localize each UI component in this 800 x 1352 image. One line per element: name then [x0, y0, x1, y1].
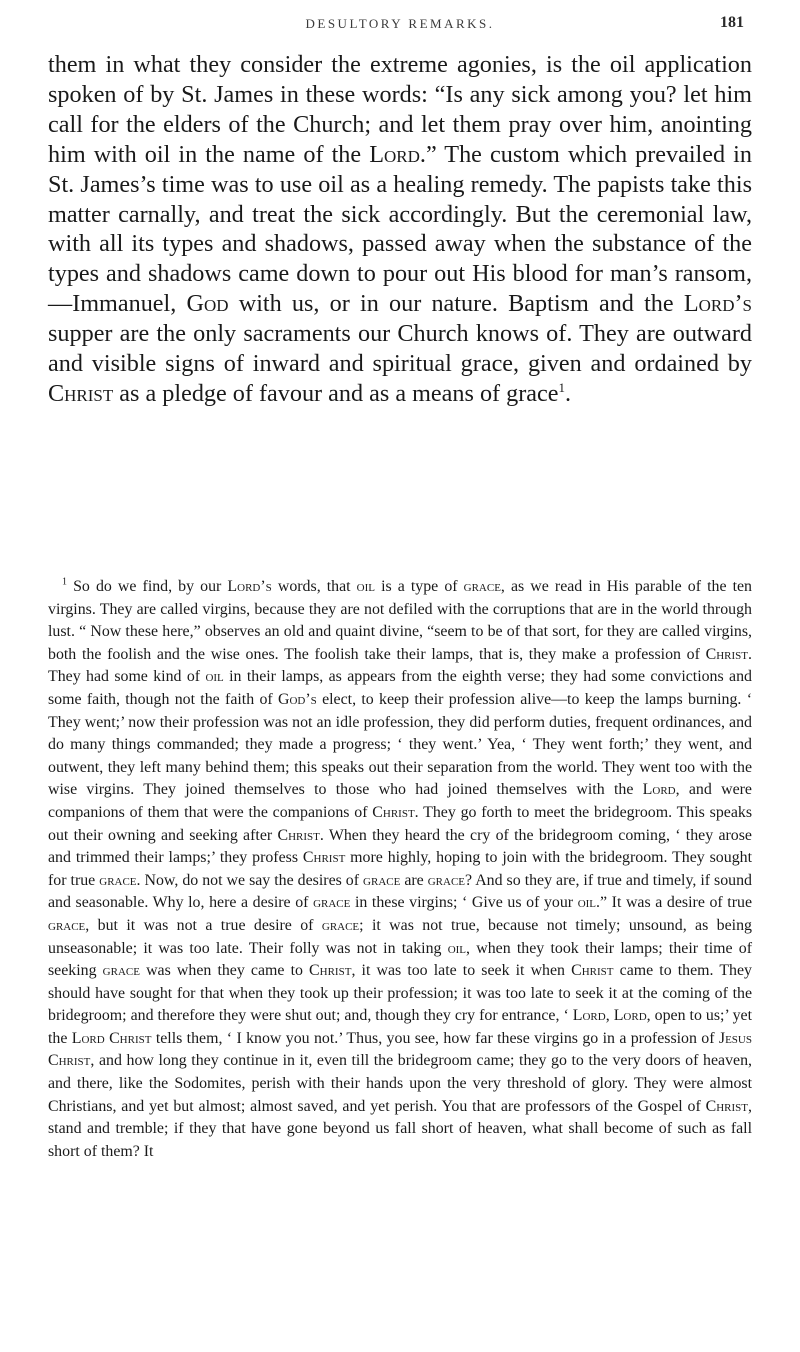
footnote-marker: 1 [62, 576, 67, 588]
text-run: elect, to keep their profession alive—to keep the lamps burning. ‘ They went;’ now their profession was not an idle profession, they did perform duties, frequent ordinances, and do many things commanded; they made a progress; ‘ they went.’ Yea, ‘ They went forth;’ they went, and outwent, they left many behind them; this speaks out their separation from the world. They went too with the wise virgins. They joined themselves to those who had joined themselves with the [48, 690, 752, 799]
small-caps-term: Lord [642, 781, 676, 799]
small-caps-term: grace [321, 916, 360, 934]
text-run: , it was too late to seek it when [351, 962, 572, 980]
small-caps-term: Christ [277, 826, 320, 844]
small-caps-term: Lord [613, 1007, 647, 1025]
small-caps-term: grace [99, 871, 137, 889]
text-run: , when they took their lamps; their time of seeking [48, 939, 752, 980]
text-run: , stand and tremble; if they that have gone beyond us fall short of heaven, what shall become of such as fall short of them? It [48, 1097, 752, 1160]
text-run: came to them. They should have sought for that when they took up their profession; it was too late to seek it at the coming of the bridegroom; and therefore they were shut out; and, though they cry for entrance, ‘ [48, 962, 752, 1025]
small-caps-term: grace [102, 962, 140, 980]
text-run: So do we find, by our [67, 578, 228, 595]
text-run: , [605, 1007, 614, 1025]
text-run: . [565, 379, 572, 407]
text-run: supper are the only sacraments our Church knows of. They are outward and visible signs of inward and spiritual grace, given and ordained by [48, 320, 752, 378]
small-caps-term: Christ [48, 379, 114, 407]
small-caps-term: oil [205, 668, 224, 686]
small-caps-term: Christ [309, 962, 352, 980]
small-caps-term: Lord [572, 1007, 606, 1025]
text-run: . When they heard the cry of the bridegroom coming, ‘ they arose and trimmed their lamps;’ they profess [48, 826, 752, 867]
text-run: .” The custom which prevailed in St. James’s time was to use oil as a healing remedy. The papists take this matter carnally, and treat the sick accordingly. But the ceremonial law, with all its types and shadows, passed away when the substance of the types and shadows came down to pour out His blood for man’s ransom,—Immanuel, [48, 140, 752, 318]
text-run: ; it was not true, because not timely; unsound, as being unseasonable; it was too late. Their folly was not in taking [48, 916, 752, 957]
small-caps-term: Christ [705, 645, 749, 663]
small-caps-term: oil [577, 894, 597, 912]
text-run: more highly, hoping to join with the bridegroom. They sought for true [48, 849, 752, 889]
small-caps-term: Christ [571, 962, 614, 980]
small-caps-term: oil [447, 939, 467, 957]
text-run: ? And so they are, if true and timely, if sound and seasonable. Why lo, here a desire of [48, 871, 753, 912]
small-caps-term: grace [463, 578, 501, 595]
running-head [0, 14, 800, 42]
small-caps-term: oil [356, 578, 375, 595]
small-caps-term: Lord Christ [71, 1029, 152, 1047]
small-caps-term: God’s [278, 690, 317, 708]
text-run: . Now, do not we say the desires of [136, 871, 364, 889]
text-run: tells them, ‘ I know you not.’ Thus, you see, how far these virgins go in a profession of [151, 1029, 719, 1047]
text-run: , as we read in His parable of the ten virgins. They are called virgins, because they are not defiled with the corruptions that are in the world through lust. “ Now these here,” observes an old and quaint divine, “seem to be of that sort, for they are called virgins, both the foolish and the wise ones. The foolish take their lamps, that is, they make a profession of [48, 578, 752, 663]
main-paragraph [48, 50, 752, 409]
small-caps-term: Lord [369, 140, 420, 168]
text-run: , and how long they continue in it, even till the bridegroom came; they go to the very doors of heaven, and there, like the Sodomites, perish with their hands upon the very threshold of glory. They were almost Christians, and yet but almost; almost saved, and yet perish. You that are professors of the Gospel of [48, 1052, 752, 1115]
running-title: DESULTORY REMARKS. [305, 16, 495, 31]
small-caps-term: grace [427, 871, 466, 889]
small-caps-term: God [186, 290, 229, 318]
small-caps-term: Lord’s [683, 290, 753, 318]
text-run: . They had some kind of [48, 645, 752, 686]
small-caps-term: Jesus Christ [48, 1029, 752, 1070]
text-run: . They go forth to meet the bridegroom. This speaks out their owning and seeking after [48, 803, 752, 844]
text-run: .” It was a desire of true [596, 894, 753, 912]
text-run: , and were companions of them that were the companions of [48, 781, 752, 821]
small-caps-term: Lord’s [227, 578, 272, 595]
text-run: , but it was not a true desire of [85, 916, 322, 934]
text-run: in their lamps, as appears from the eighth verse; they had some convictions and some faith, though not the faith of [48, 668, 752, 708]
text-run: with us, or in our nature. Baptism and the [228, 290, 684, 318]
small-caps-term: grace [313, 894, 351, 912]
text-run: them in what they consider the extreme agonies, is the oil application spoken of by St. James in these words: “Is any sick among you? let him call for the elders of the Church; and let them pray over him, anointing him with oil in the name of the [48, 51, 752, 168]
small-caps-term: grace [363, 871, 401, 889]
text-run: as a pledge of favour and as a means of grace [113, 379, 559, 407]
footnote-reference: 1 [558, 379, 565, 395]
text-run: was when they came to [139, 962, 310, 980]
text-run: is a type of [374, 578, 464, 595]
small-caps-term: Christ [302, 849, 346, 867]
page-number: 181 [720, 14, 744, 31]
text-run: , open to us;’ yet the [48, 1007, 752, 1047]
text-run: words, that [271, 578, 357, 595]
text-run: in these virgins; ‘ Give us of your [350, 894, 578, 912]
small-caps-term: Christ [705, 1097, 749, 1115]
footnote [48, 576, 752, 1163]
small-caps-term: Christ [372, 803, 415, 821]
text-run: are [400, 871, 428, 889]
small-caps-term: grace [48, 916, 86, 934]
